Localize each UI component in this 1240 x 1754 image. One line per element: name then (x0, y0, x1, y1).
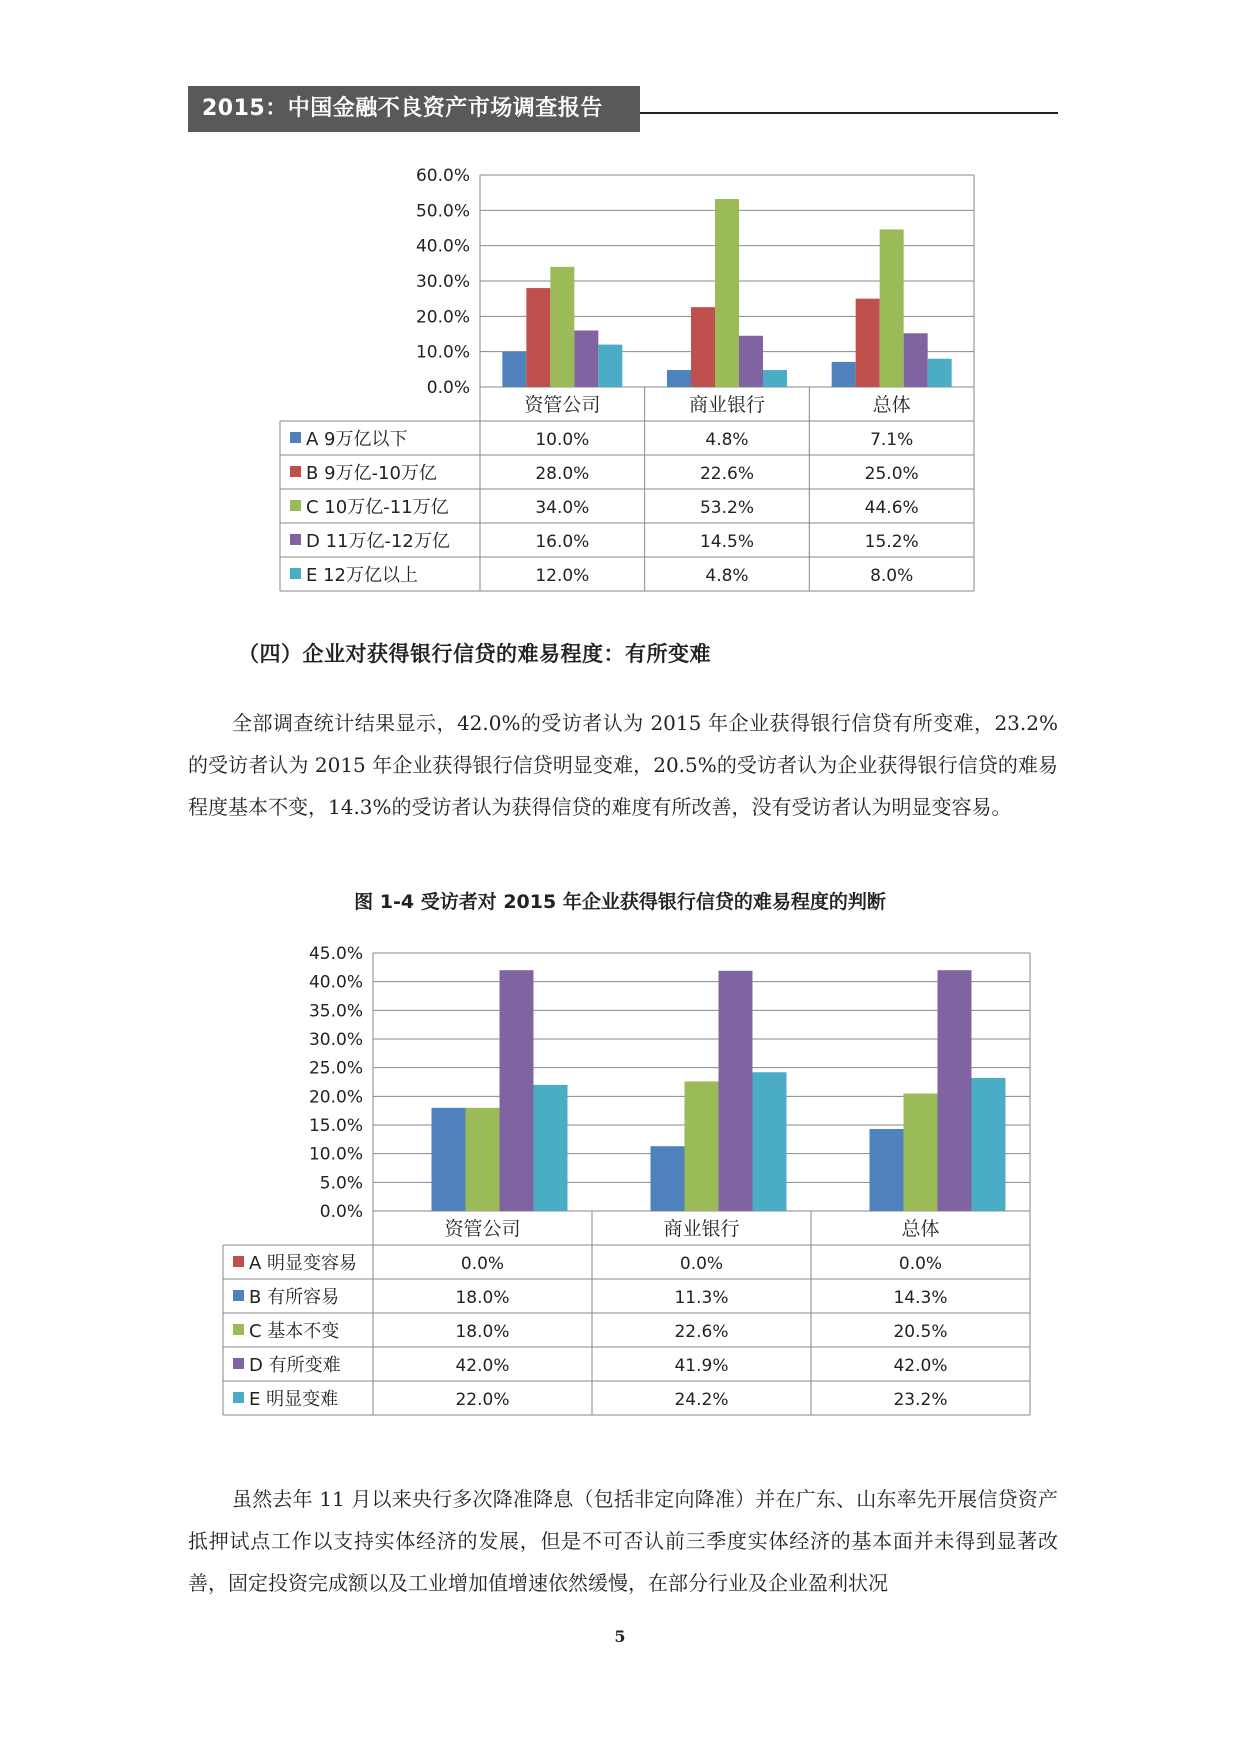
figure-caption: 图 1-4 受访者对 2015 年企业获得银行信贷的难易程度的判断 (354, 891, 886, 913)
y-tick-label: 20.0% (415, 307, 470, 328)
header-rule (640, 112, 1058, 114)
y-tick-label: 20.0% (308, 1087, 363, 1108)
data-table-cell: 42.0% (893, 1356, 948, 1376)
data-table-cell: 0.0% (460, 1254, 505, 1274)
legend-label: A 明显变容易 (249, 1253, 358, 1274)
category-label: 资管公司 (444, 1218, 521, 1240)
data-table-cell: 23.2% (893, 1390, 948, 1410)
bar (856, 299, 880, 387)
legend-swatch (290, 534, 301, 545)
legend-swatch (233, 1358, 244, 1369)
data-table-cell: 0.0% (898, 1254, 943, 1274)
legend-swatch (290, 500, 301, 511)
section-heading: （四）企业对获得银行信贷的难易程度：有所变难 (238, 642, 711, 666)
bar (502, 352, 526, 387)
y-tick-label: 10.0% (308, 1144, 363, 1165)
data-table-cell: 14.5% (699, 532, 755, 552)
bar (534, 1085, 568, 1211)
legend-label: D 11万亿-12万亿 (306, 531, 450, 552)
page-number: 5 (614, 1627, 626, 1646)
legend-label: C 基本不变 (249, 1321, 340, 1342)
category-label: 总体 (872, 394, 911, 416)
chart-1 (0, 150, 1240, 600)
legend-swatch (290, 568, 301, 579)
bar (880, 229, 904, 387)
data-table-cell: 12.0% (535, 566, 590, 586)
y-tick-label: 15.0% (308, 1116, 363, 1136)
data-table-cell: 4.8% (705, 430, 749, 450)
bar (832, 362, 856, 387)
data-table-cell: 44.6% (864, 498, 919, 518)
legend-label: C 10万亿-11万亿 (306, 497, 449, 518)
bar (938, 970, 972, 1211)
y-tick-label: 10.0% (415, 342, 470, 363)
y-tick-label: 0.0% (426, 378, 470, 398)
data-table-cell: 22.0% (455, 1390, 510, 1410)
data-table-cell: 14.3% (893, 1288, 948, 1308)
y-tick-label: 30.0% (308, 1030, 363, 1050)
bar (904, 1093, 938, 1211)
category-label: 商业银行 (663, 1218, 740, 1240)
bar (691, 307, 715, 387)
bar (753, 1072, 787, 1211)
data-table-cell: 34.0% (535, 498, 590, 518)
y-tick-label: 45.0% (308, 944, 363, 964)
bar (526, 288, 550, 387)
data-table-cell: 20.5% (893, 1322, 948, 1342)
bar (550, 267, 574, 387)
y-tick-label: 50.0% (415, 201, 470, 222)
data-table-cell: 41.9% (674, 1356, 729, 1376)
bar (685, 1081, 719, 1211)
chart-2 (0, 930, 1240, 1430)
legend-label: E 12万亿以上 (306, 565, 418, 586)
legend-label: E 明显变难 (249, 1389, 339, 1410)
paragraph-2: 虽然去年 11 月以来央行多次降准降息（包括非定向降准）并在广东、山东率先开展信贷资产抵押试点工作以支持实体经济的发展，但是不可否认前三季度实体经济的基本面并未得到显著改善，固定投资完成额以及工业增加值增速依然缓慢，在部分行业及企业盈利状况 (188, 1487, 1058, 1595)
category-label: 总体 (901, 1218, 940, 1240)
bar (904, 333, 928, 387)
y-tick-label: 30.0% (415, 272, 470, 292)
report-header-title: 2015：中国金融不良资产市场调查报告 (188, 86, 640, 132)
paragraph-1: 全部调查统计结果显示，42.0%的受访者认为 2015 年企业获得银行信贷有所变难，23.2%的受访者认为 2015 年企业获得银行信贷明显变难，20.5%的受访者认为企业获得银行信贷的难易程度基本不变，14.3%的受访者认为获得信贷的难度有所改善，没有受访者认为明显变容易。 (188, 711, 1058, 819)
category-label: 资管公司 (524, 394, 601, 416)
data-table-cell: 53.2% (699, 498, 755, 518)
bar (667, 370, 691, 387)
data-table-cell: 42.0% (455, 1356, 510, 1376)
y-tick-label: 0.0% (319, 1202, 363, 1222)
legend-label: B 有所容易 (249, 1287, 340, 1308)
data-table-cell: 24.2% (674, 1390, 729, 1410)
legend-label: A 9万亿以下 (306, 429, 408, 450)
bar (500, 970, 534, 1211)
bar (651, 1146, 685, 1211)
legend-swatch (233, 1256, 244, 1267)
bar (715, 199, 739, 387)
data-table-cell: 0.0% (679, 1254, 724, 1274)
data-table-cell: 11.3% (674, 1288, 729, 1308)
bar (870, 1129, 904, 1211)
y-tick-label: 40.0% (415, 236, 470, 257)
y-tick-label: 25.0% (308, 1058, 363, 1079)
bar (598, 345, 622, 387)
y-tick-label: 60.0% (415, 166, 470, 186)
legend-swatch (233, 1290, 244, 1301)
legend-swatch (233, 1392, 244, 1403)
bar (763, 370, 787, 387)
data-table-cell: 18.0% (455, 1322, 510, 1342)
bar (972, 1078, 1006, 1211)
bar (928, 359, 952, 387)
category-label: 商业银行 (688, 394, 766, 416)
data-table-cell: 4.8% (705, 566, 749, 586)
data-table-cell: 8.0% (870, 566, 914, 586)
data-table-cell: 18.0% (455, 1288, 510, 1308)
bar (719, 971, 753, 1211)
legend-swatch (290, 432, 301, 443)
y-tick-label: 40.0% (308, 972, 363, 993)
data-table-cell: 22.6% (674, 1322, 729, 1342)
bar (466, 1108, 500, 1211)
data-table-cell: 10.0% (535, 430, 590, 450)
data-table-cell: 7.1% (870, 430, 914, 450)
legend-label: D 有所变难 (249, 1355, 341, 1376)
y-tick-label: 35.0% (308, 1001, 363, 1022)
legend-label: B 9万亿-10万亿 (306, 463, 437, 484)
legend-swatch (233, 1324, 244, 1335)
data-table-cell: 16.0% (535, 532, 590, 552)
data-table-cell: 22.6% (699, 464, 755, 484)
data-table-cell: 28.0% (535, 464, 590, 484)
bar (739, 336, 763, 387)
legend-swatch (290, 466, 301, 477)
data-table-cell: 25.0% (864, 464, 919, 484)
y-tick-label: 5.0% (319, 1173, 363, 1194)
data-table-cell: 15.2% (864, 532, 919, 552)
bar (574, 330, 598, 387)
bar (432, 1108, 466, 1211)
